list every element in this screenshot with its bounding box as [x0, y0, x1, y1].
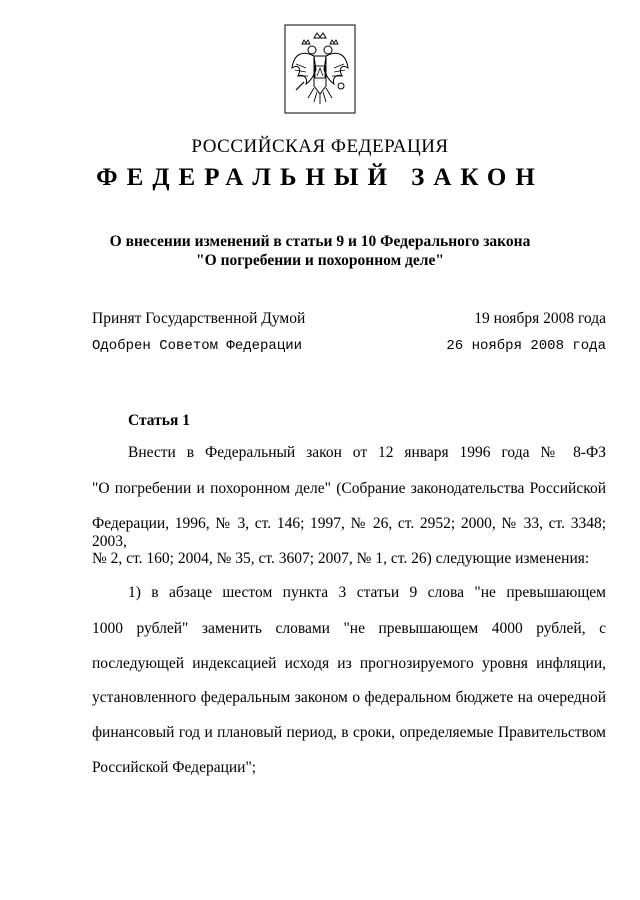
adoption-duma-row [92, 310, 606, 328]
council-label: Одобрен Советом Федерации [92, 338, 303, 354]
duma-date: 19 ноября 2008 года [474, 310, 606, 327]
paragraph-line: № 2, ст. 160; 2004, № 35, ст. 3607; 2007, № 1, ст. 26) следующие изменения: [92, 550, 590, 567]
country-name: РОССИЙСКАЯ ФЕДЕРАЦИЯ [191, 136, 449, 157]
coat-of-arms-emblem [284, 24, 356, 114]
law-type-heading: ФЕДЕРАЛЬНЫЙ ЗАКОН [96, 164, 544, 191]
item-line: Российской Федерации"; [92, 759, 257, 776]
law-title [0, 232, 640, 270]
duma-label: Принят Государственной Думой [92, 310, 306, 327]
item-line: финансовый год и плановый период, в сроки, определяемые Правительством [92, 724, 606, 741]
paragraph-line: Внести в Федеральный закон от 12 января 1996 года № 8-ФЗ [128, 444, 606, 461]
adoption-council-row [92, 338, 606, 354]
paragraph-line: Федерации, 1996, № 3, ст. 146; 1997, № 26, ст. 2952; 2000, № 33, ст. 3348; 2003, [92, 515, 606, 550]
law-title-line: О внесении изменений в статьи 9 и 10 Федерального закона [109, 233, 531, 250]
article-heading: Статья 1 [128, 412, 190, 429]
item-line: 1000 рублей" заменить словами "не превышающем 4000 рублей, с [92, 620, 606, 637]
item-line: 1) в абзаце шестом пункта 3 статьи 9 слова "не превышающем [128, 584, 606, 601]
council-date: 26 ноября 2008 года [446, 338, 606, 354]
law-title-line: "О погребении и похоронном деле" [196, 252, 444, 269]
item-line: последующей индексацией исходя из прогнозируемого уровня инфляции, [92, 655, 606, 672]
item-line: установленного федеральным законом о федеральном бюджете на очередной [92, 689, 606, 706]
paragraph-line: "О погребении и похоронном деле" (Собрание законодательства Российской [92, 480, 606, 497]
